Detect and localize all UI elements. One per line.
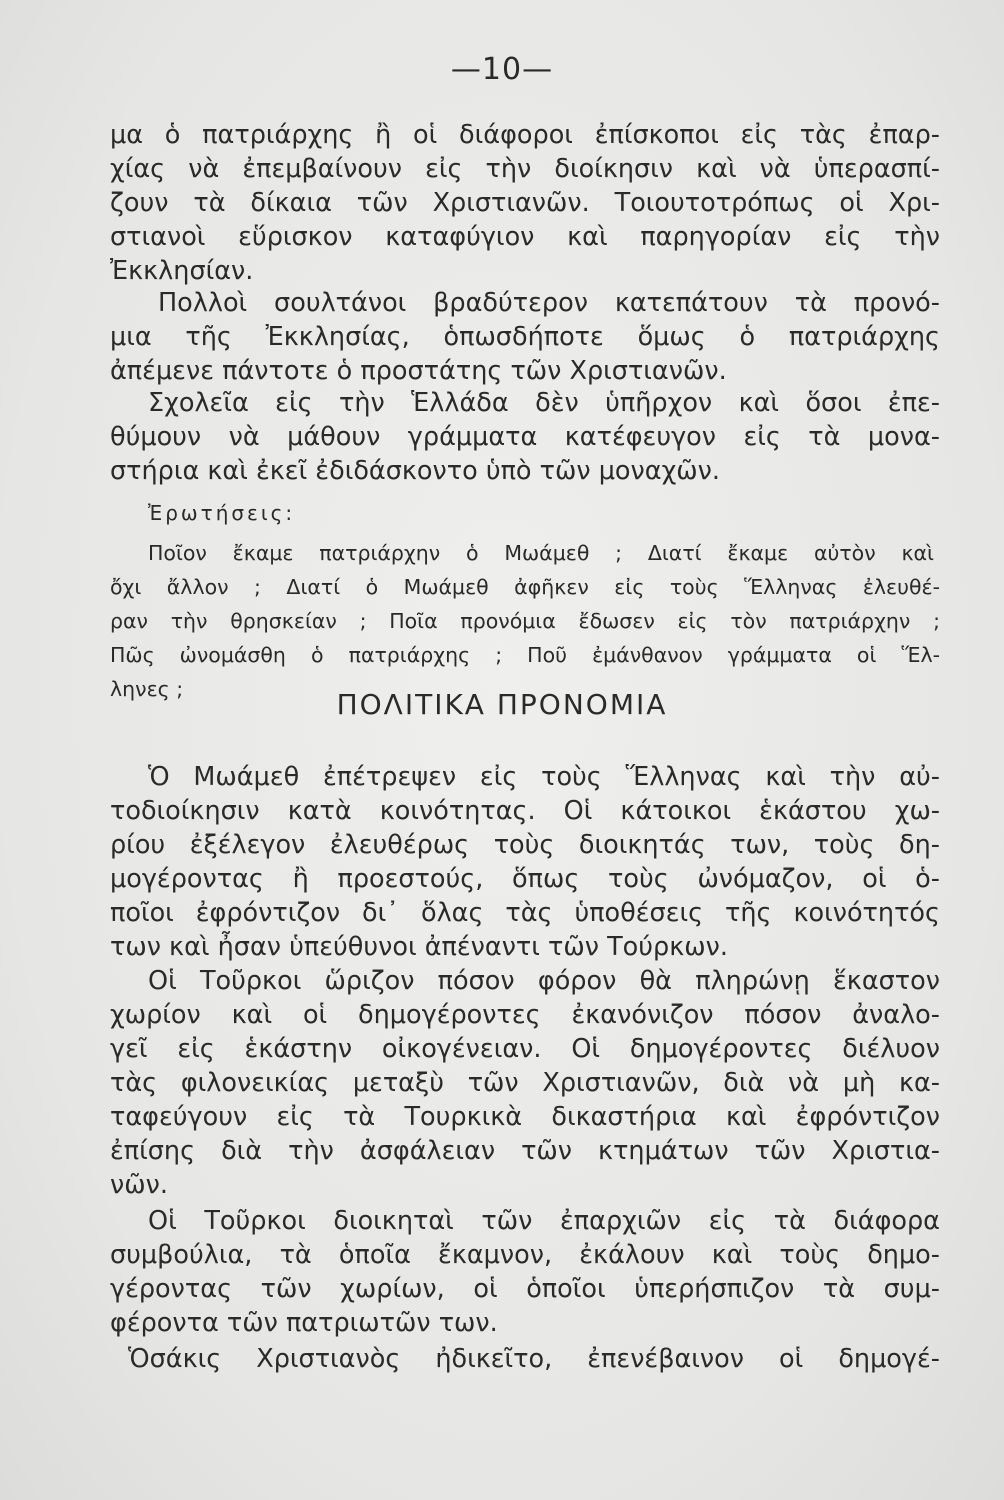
text-line: χωρίον καὶ οἱ δημογέροντες ἐκανόνιζον πόσον ἀναλο-: [110, 1000, 940, 1030]
text-line: Πολλοὶ σουλτάνοι βραδύτερον κατεπάτουν τὰ προνό-: [158, 288, 940, 318]
text-line: μογέροντας ἢ προεστούς, ὅπως τοὺς ὠνόμαζον, οἱ ὁ-: [110, 864, 940, 894]
questions-label: Ἐρωτήσεις:: [148, 501, 296, 525]
text-line: Οἱ Τοῦρκοι διοικηταὶ τῶν ἐπαρχιῶν εἰς τὰ διάφορα: [148, 1206, 940, 1236]
text-line: μα ὁ πατριάρχης ἢ οἱ διάφοροι ἐπίσκοποι εἰς τὰς ἐπαρ-: [110, 120, 940, 150]
text-line: τὰς φιλονεικίας μεταξὺ τῶν Χριστιανῶν, διὰ νὰ μὴ κα-: [110, 1068, 940, 1098]
text-line: συμβούλια, τὰ ὁποῖα ἔκαμνον, ἐκάλουν καὶ τοὺς δημο-: [110, 1240, 940, 1270]
text-line: Ἐκκλησίαν.: [110, 256, 254, 286]
section-heading: ΠΟΛΙΤΙΚΑ ΠΡΟΝΟΜΙΑ: [336, 688, 668, 721]
text-line: τοδιοίκησιν κατὰ κοινότητας. Οἱ κάτοικοι ἑκάστου χω-: [110, 796, 940, 826]
text-line: γέροντας τῶν χωρίων, οἱ ὁποῖοι ὑπερήσπιζον τὰ συμ-: [110, 1274, 940, 1304]
text-line: χίας νὰ ἐπεμβαίνουν εἰς τὴν διοίκησιν καὶ νὰ ὑπερασπί-: [110, 154, 940, 184]
text-line: νῶν.: [110, 1170, 168, 1200]
page-number: —10—: [450, 52, 554, 87]
question-line: Ποῖον ἔκαμε πατριάρχην ὁ Μωάμεθ ; Διατί ἔκαμε αὐτὸν καὶ: [148, 541, 934, 565]
text-line: Ὁσάκις Χριστιανὸς ἠδικεῖτο, ἐπενέβαινον οἱ δημογέ-: [128, 1344, 940, 1374]
text-line: ταφεύγουν εἰς τὰ Τουρκικὰ δικαστήρια καὶ ἐφρόντιζον: [110, 1102, 940, 1132]
text-line: ἐπίσης διὰ τὴν ἀσφάλειαν τῶν κτημάτων τῶν Χριστια-: [110, 1136, 940, 1166]
question-line: ραν τὴν θρησκείαν ; Ποῖα προνόμια ἔδωσεν εἰς τὸν πατριάρχην ;: [110, 609, 940, 633]
question-line: ὄχι ἄλλον ; Διατί ὁ Μωάμεθ ἀφῆκεν εἰς τοὺς Ἕλληνας ἐλευθέ-: [110, 575, 940, 599]
text-line: ζουν τὰ δίκαια τῶν Χριστιανῶν. Τοιουτοτρόπως οἱ Χρι-: [110, 188, 940, 218]
text-line: Ὁ Μωάμεθ ἐπέτρεψεν εἰς τοὺς Ἕλληνας καὶ τὴν αὐ-: [148, 762, 940, 792]
text-line: μια τῆς Ἐκκλησίας, ὁπωσδήποτε ὅμως ὁ πατριάρχης: [110, 322, 940, 352]
question-line: ληνες ;: [110, 677, 184, 701]
text-line: ἀπέμενε πάντοτε ὁ προστάτης τῶν Χριστιανῶν.: [110, 356, 727, 386]
text-line: Οἱ Τοῦρκοι ὥριζον πόσον φόρον θὰ πληρώνῃ ἕκαστον: [148, 966, 940, 996]
text-line: Σχολεῖα εἰς τὴν Ἑλλάδα δὲν ὑπῆρχον καὶ ὅσοι ἐπε-: [148, 388, 940, 418]
text-line: γεῖ εἰς ἑκάστην οἰκογένειαν. Οἱ δημογέροντες διέλυον: [110, 1034, 940, 1064]
question-line: Πῶς ὠνομάσθη ὁ πατριάρχης ; Ποῦ ἐμάνθανον γράμματα οἱ Ἕλ-: [110, 643, 940, 667]
text-line: ρίου ἐξέλεγον ἐλευθέρως τοὺς διοικητάς των, τοὺς δη-: [110, 830, 940, 860]
text-line: στιανοὶ εὕρισκον καταφύγιον καὶ παρηγορίαν εἰς τὴν: [110, 222, 940, 252]
text-line: φέροντα τῶν πατριωτῶν των.: [110, 1308, 498, 1338]
text-line: στήρια καὶ ἐκεῖ ἐδιδάσκοντο ὑπὸ τῶν μοναχῶν.: [110, 456, 721, 486]
text-line: των καὶ ἦσαν ὑπεύθυνοι ἀπέναντι τῶν Τούρκων.: [110, 932, 728, 962]
text-line: ποῖοι ἐφρόντιζον δι᾽ ὅλας τὰς ὑποθέσεις τῆς κοινότητός: [110, 898, 940, 928]
text-line: θύμουν νὰ μάθουν γράμματα κατέφευγον εἰς τὰ μονα-: [110, 422, 940, 452]
